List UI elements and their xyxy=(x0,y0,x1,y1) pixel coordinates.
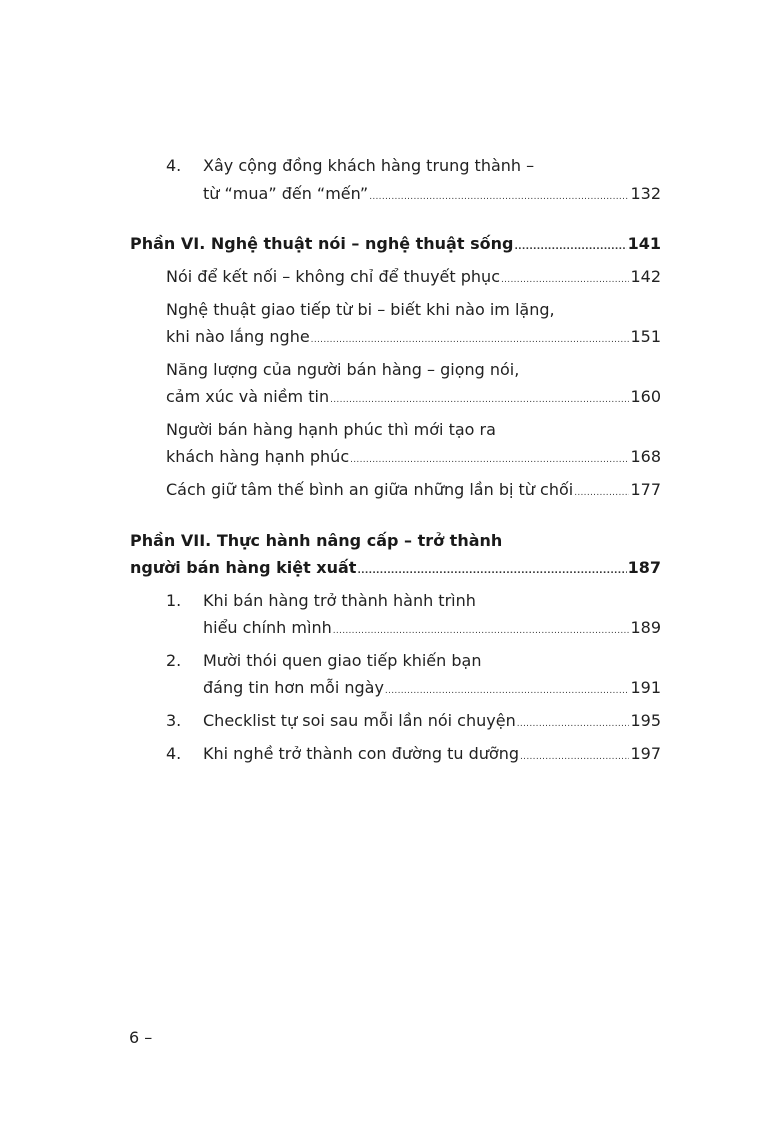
toc-item-line xyxy=(166,447,661,470)
part-title: người bán hàng kiệt xuất xyxy=(130,558,357,577)
toc-item-text: Nghệ thuật giao tiếp từ bi – biết khi nào im lặng, xyxy=(166,300,555,319)
toc-page-number: 132 xyxy=(630,184,661,203)
toc-item-line xyxy=(203,591,476,611)
toc-item-text: hiểu chính mình xyxy=(203,618,332,637)
toc-page-number: 141 xyxy=(627,234,661,253)
toc-item-line xyxy=(166,267,661,290)
toc-page-number: 191 xyxy=(630,678,661,697)
part-heading xyxy=(130,234,661,257)
dot-leader xyxy=(350,450,629,470)
dot-leader xyxy=(385,681,630,701)
toc-item-text: Checklist tự soi sau mỗi lần nói chuyện xyxy=(203,711,516,730)
dot-leader xyxy=(501,270,629,290)
toc-item-line xyxy=(166,327,661,350)
toc-item-text: Nói để kết nối – không chỉ để thuyết phục xyxy=(166,267,500,286)
toc-page-number: 197 xyxy=(630,744,661,763)
toc-item-text: Xây cộng đồng khách hàng trung thành – xyxy=(203,156,535,175)
toc-item-number: 2. xyxy=(166,651,182,670)
toc-item-text: Khi nghề trở thành con đường tu dưỡng xyxy=(203,744,520,763)
toc-page-number: 195 xyxy=(630,711,661,730)
toc-item-line xyxy=(166,300,555,320)
toc-item-text: Năng lượng của người bán hàng – giọng nói, xyxy=(166,360,520,379)
toc-item-text: Cách giữ tâm thế bình an giữa những lần bị từ chối xyxy=(166,480,574,499)
toc-item-number: 1. xyxy=(166,591,182,610)
toc-item-number: 4. xyxy=(166,744,182,763)
toc-page-number: 189 xyxy=(630,618,661,637)
footer-page-number: 6 – xyxy=(129,1028,153,1047)
toc-item-line xyxy=(166,387,661,410)
dot-leader xyxy=(357,561,626,581)
dot-leader xyxy=(514,237,626,257)
toc-item-line xyxy=(203,156,534,176)
dot-leader xyxy=(311,330,630,350)
toc-item-text: từ “mua” đến “mến” xyxy=(203,184,369,203)
toc-item-number: 3. xyxy=(166,711,182,730)
toc-item-line xyxy=(203,651,481,671)
dot-leader xyxy=(520,747,629,767)
toc-item-text: khi nào lắng nghe xyxy=(166,327,310,346)
toc-item-text: khách hàng hạnh phúc xyxy=(166,447,350,466)
toc-item-line xyxy=(203,744,661,767)
toc-page-number: 187 xyxy=(627,558,661,577)
dot-leader xyxy=(517,714,630,734)
toc-item-text: cảm xúc và niềm tin xyxy=(166,387,330,406)
toc-item-line xyxy=(203,678,661,701)
toc-page-number: 142 xyxy=(630,267,661,286)
toc-item-line xyxy=(166,420,496,440)
toc-item-text: đáng tin hơn mỗi ngày xyxy=(203,678,384,697)
dot-leader xyxy=(333,621,630,641)
toc-item-line xyxy=(166,480,661,503)
toc-item-line xyxy=(203,618,661,641)
part-title: Phần VII. Thực hành nâng cấp – trở thành xyxy=(130,531,503,550)
toc-page-number: 168 xyxy=(630,447,661,466)
toc-item-line xyxy=(166,360,519,380)
part-heading xyxy=(130,531,502,551)
toc-page-number: 160 xyxy=(630,387,661,406)
toc-item-text: Khi bán hàng trở thành hành trình xyxy=(203,591,476,610)
dot-leader xyxy=(369,187,629,207)
toc-page-number: 177 xyxy=(630,480,661,499)
toc-item-number: 4. xyxy=(166,156,182,175)
part-heading xyxy=(130,558,661,581)
toc-item-line xyxy=(203,711,661,734)
toc-item-text: Mười thói quen giao tiếp khiến bạn xyxy=(203,651,482,670)
dot-leader xyxy=(574,483,629,503)
part-title: Phần VI. Nghệ thuật nói – nghệ thuật sống xyxy=(130,234,514,253)
toc-item-line xyxy=(203,184,661,207)
toc-item-text: Người bán hàng hạnh phúc thì mới tạo ra xyxy=(166,420,496,439)
dot-leader xyxy=(330,390,629,410)
toc-page-number: 151 xyxy=(630,327,661,346)
